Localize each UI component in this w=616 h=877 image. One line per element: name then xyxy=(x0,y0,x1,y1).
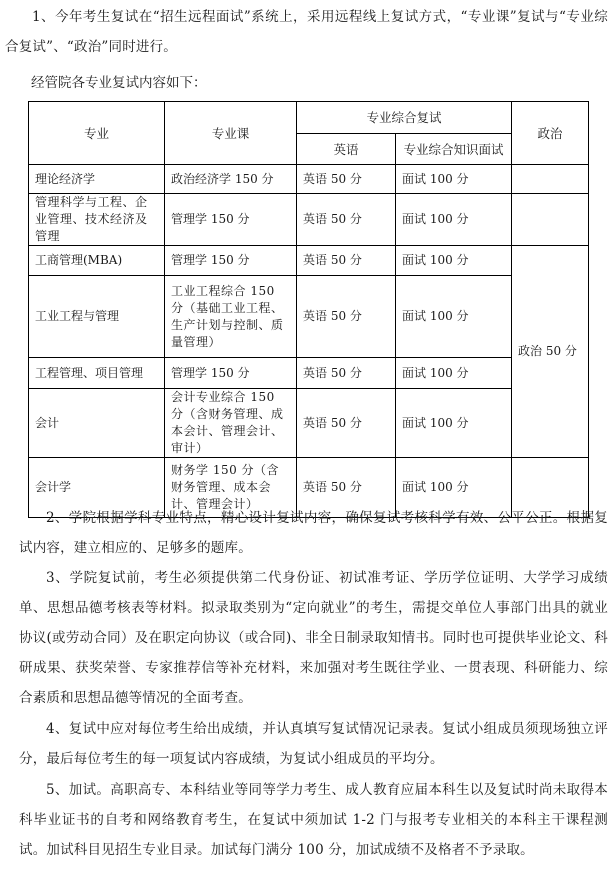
cell-interview: 面试 100 分 xyxy=(396,165,512,194)
cell-english: 英语 50 分 xyxy=(297,458,396,518)
cell-major: 工业工程与管理 xyxy=(29,276,165,358)
table-intro: 经管院各专业复试内容如下： xyxy=(31,75,207,91)
cell-major: 管理科学与工程、企业管理、技术经济及管理 xyxy=(29,194,165,246)
cell-course: 管理学 150 分 xyxy=(165,358,297,389)
cell-major: 会计 xyxy=(29,389,165,458)
header-english: 英语 xyxy=(297,134,396,165)
header-politics: 政治 xyxy=(512,102,589,165)
cell-english: 英语 50 分 xyxy=(297,358,396,389)
header-major: 专业 xyxy=(29,102,165,165)
paragraph-1: 1、今年考生复试在“招生远程面试”系统上，采用远程线上复试方式，“专业课”复试与“专业综合复试”、“政治”同时进行。 xyxy=(5,9,608,55)
cell-english: 英语 50 分 xyxy=(297,246,396,276)
table-row xyxy=(29,246,589,276)
cell-politics xyxy=(512,194,589,246)
paragraph-3: 3、学院复试前，考生必须提供第二代身份证、初试准考证、学历学位证明、大学学习成绩单、思想品德考核表等材料。拟录取类别为“定向就业”的考生，需提交单位人事部门出具的就业协议(或劳动合同）及在职定向协议（或合同)、非全日制录取知情书。同时也可提供毕业论文、科研成果、获奖荣誉、专家推荐信等补充材料，来加强对考生既往学业、一贯表现、科研能力、综合素质和思想品德等情况的全面考查。 xyxy=(19,570,608,706)
paragraph-5: 5、加试。高职高专、本科结业等同等学力考生、成人教育应届本科生以及复试时尚未取得本科毕业证书的自考和网络教育考生，在复试中须加试 1-2 门与报考专业相关的本科主干课程测试。加试科目见招生专业目录。加试每门满分 100 分，加试成绩不及格者不予录取。 xyxy=(19,782,608,858)
cell-course: 管理学 150 分 xyxy=(165,246,297,276)
cell-major: 工商管理(MBA) xyxy=(29,246,165,276)
header-knowledge-interview: 专业综合知识面试 xyxy=(396,134,512,165)
cell-course: 工业工程综合 150 分（基础工业工程、生产计划与控制、质量管理） xyxy=(165,276,297,358)
cell-interview: 面试 100 分 xyxy=(396,458,512,518)
cell-course: 政治经济学 150 分 xyxy=(165,165,297,194)
cell-major: 理论经济学 xyxy=(29,165,165,194)
paragraph-4: 4、复试中应对每位考生给出成绩，并认真填写复试情况记录表。复试小组成员须现场独立评分，最后每位考生的每一项复试内容成绩，为复试小组成员的平均分。 xyxy=(19,721,608,767)
cell-politics-merged: 政治 50 分 xyxy=(512,246,589,458)
cell-politics xyxy=(512,165,589,194)
cell-interview: 面试 100 分 xyxy=(396,246,512,276)
table-row xyxy=(29,194,589,246)
header-course: 专业课 xyxy=(165,102,297,165)
cell-english: 英语 50 分 xyxy=(297,165,396,194)
table-row xyxy=(29,165,589,194)
cell-major: 会计学 xyxy=(29,458,165,518)
table-row xyxy=(29,276,589,358)
cell-interview: 面试 100 分 xyxy=(396,389,512,458)
table-row xyxy=(29,358,589,389)
paragraph-2: 2、学院根据学科专业特点，精心设计复试内容，确保复试考核科学有效、公平公正。根据复试内容，建立相应的、足够多的题库。 xyxy=(19,510,608,556)
cell-course: 管理学 150 分 xyxy=(165,194,297,246)
cell-interview: 面试 100 分 xyxy=(396,194,512,246)
cell-english: 英语 50 分 xyxy=(297,194,396,246)
cell-major: 工程管理、项目管理 xyxy=(29,358,165,389)
cell-course: 会计专业综合 150 分（含财务管理、成本会计、管理会计、审计） xyxy=(165,389,297,458)
table-row xyxy=(29,389,589,458)
cell-course: 财务学 150 分（含财务管理、成本会计、管理会计） xyxy=(165,458,297,518)
cell-interview: 面试 100 分 xyxy=(396,276,512,358)
header-comprehensive: 专业综合复试 xyxy=(297,102,512,134)
cell-interview: 面试 100 分 xyxy=(396,358,512,389)
cell-english: 英语 50 分 xyxy=(297,389,396,458)
cell-english: 英语 50 分 xyxy=(297,276,396,358)
retest-content-table xyxy=(28,101,589,518)
